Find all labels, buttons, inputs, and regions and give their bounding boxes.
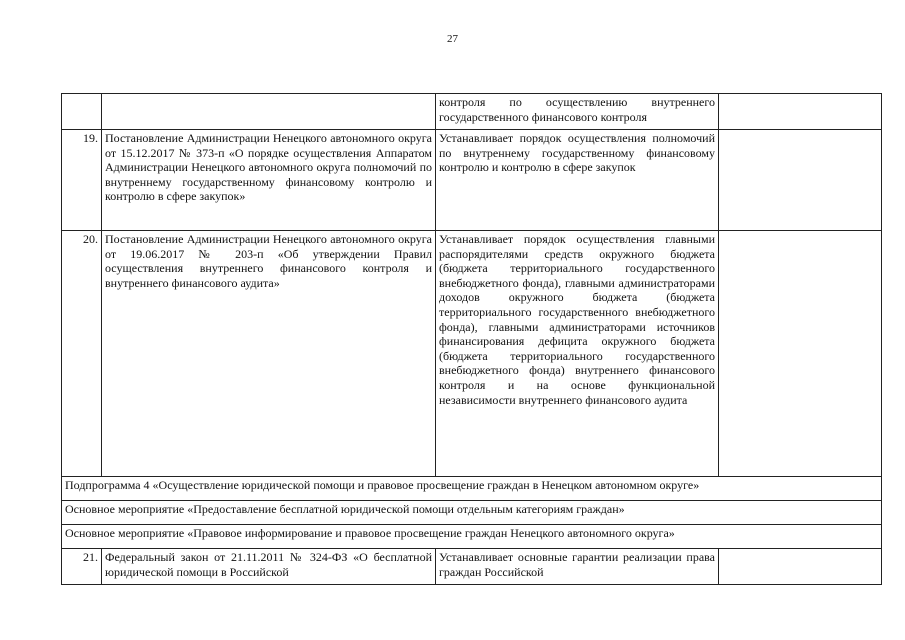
document-cell xyxy=(102,94,436,130)
row-number: 20. xyxy=(62,231,102,477)
row-number: 19. xyxy=(62,130,102,231)
note-cell xyxy=(719,94,882,130)
table-row-continuation xyxy=(62,94,882,130)
document-cell: Постановление Администрации Ненецкого автономного округа от 15.12.2017 № 373-п «О порядке осуществления Аппаратом Администрации Ненецкого автономного округа полномочий по внутреннему государственному финансовому контролю и контролю в сфере закупок» xyxy=(102,130,436,231)
table-row-21 xyxy=(62,549,882,585)
document-cell: Постановление Администрации Ненецкого автономного округа от 19.06.2017 № 203-п «Об утверждении Правил осуществления внутреннего финансового контроля и внутреннего финансового аудита» xyxy=(102,231,436,477)
table-row-20 xyxy=(62,231,882,477)
note-cell xyxy=(719,231,882,477)
table-row-main-activity xyxy=(62,501,882,525)
table-row-subprogram xyxy=(62,477,882,501)
note-cell xyxy=(719,130,882,231)
subprogram-heading: Подпрограмма 4 «Осуществление юридической помощи и правовое просвещение граждан в Ненецком автономном округе» xyxy=(62,477,882,501)
legal-acts-table xyxy=(61,93,882,585)
main-activity-heading: Основное мероприятие «Правовое информирование и правовое просвещение граждан Ненецкого автономного округа» xyxy=(62,525,882,549)
note-cell xyxy=(719,549,882,585)
content-cell: контроля по осуществлению внутреннего государственного финансового контроля xyxy=(436,94,719,130)
row-number xyxy=(62,94,102,130)
page-number: 27 xyxy=(447,33,458,45)
document-cell: Федеральный закон от 21.11.2011 № 324-ФЗ «О бесплатной юридической помощи в Российской xyxy=(102,549,436,585)
main-activity-heading: Основное мероприятие «Предоставление бесплатной юридической помощи отдельным категориям граждан» xyxy=(62,501,882,525)
content-cell: Устанавливает порядок осуществления полномочий по внутреннему государственному финансовому контролю и контролю в сфере закупок xyxy=(436,130,719,231)
content-cell: Устанавливает основные гарантии реализации права граждан Российской xyxy=(436,549,719,585)
content-cell: Устанавливает порядок осуществления главными распорядителями средств окружного бюджета (бюджета территориального государственного внебюджетного фонда), главными администраторами доходов окружного бюджета (бюджета территориального государственного внебюджетного фонда), главными администраторами источников финансирования дефицита окружного бюджета (бюджета территориального государственного внебюджетного фонда) внутреннего финансового контроля и на основе функциональной независимости внутреннего финансового аудита xyxy=(436,231,719,477)
table-row-19 xyxy=(62,130,882,231)
row-number: 21. xyxy=(62,549,102,585)
table-row-main-activity xyxy=(62,525,882,549)
